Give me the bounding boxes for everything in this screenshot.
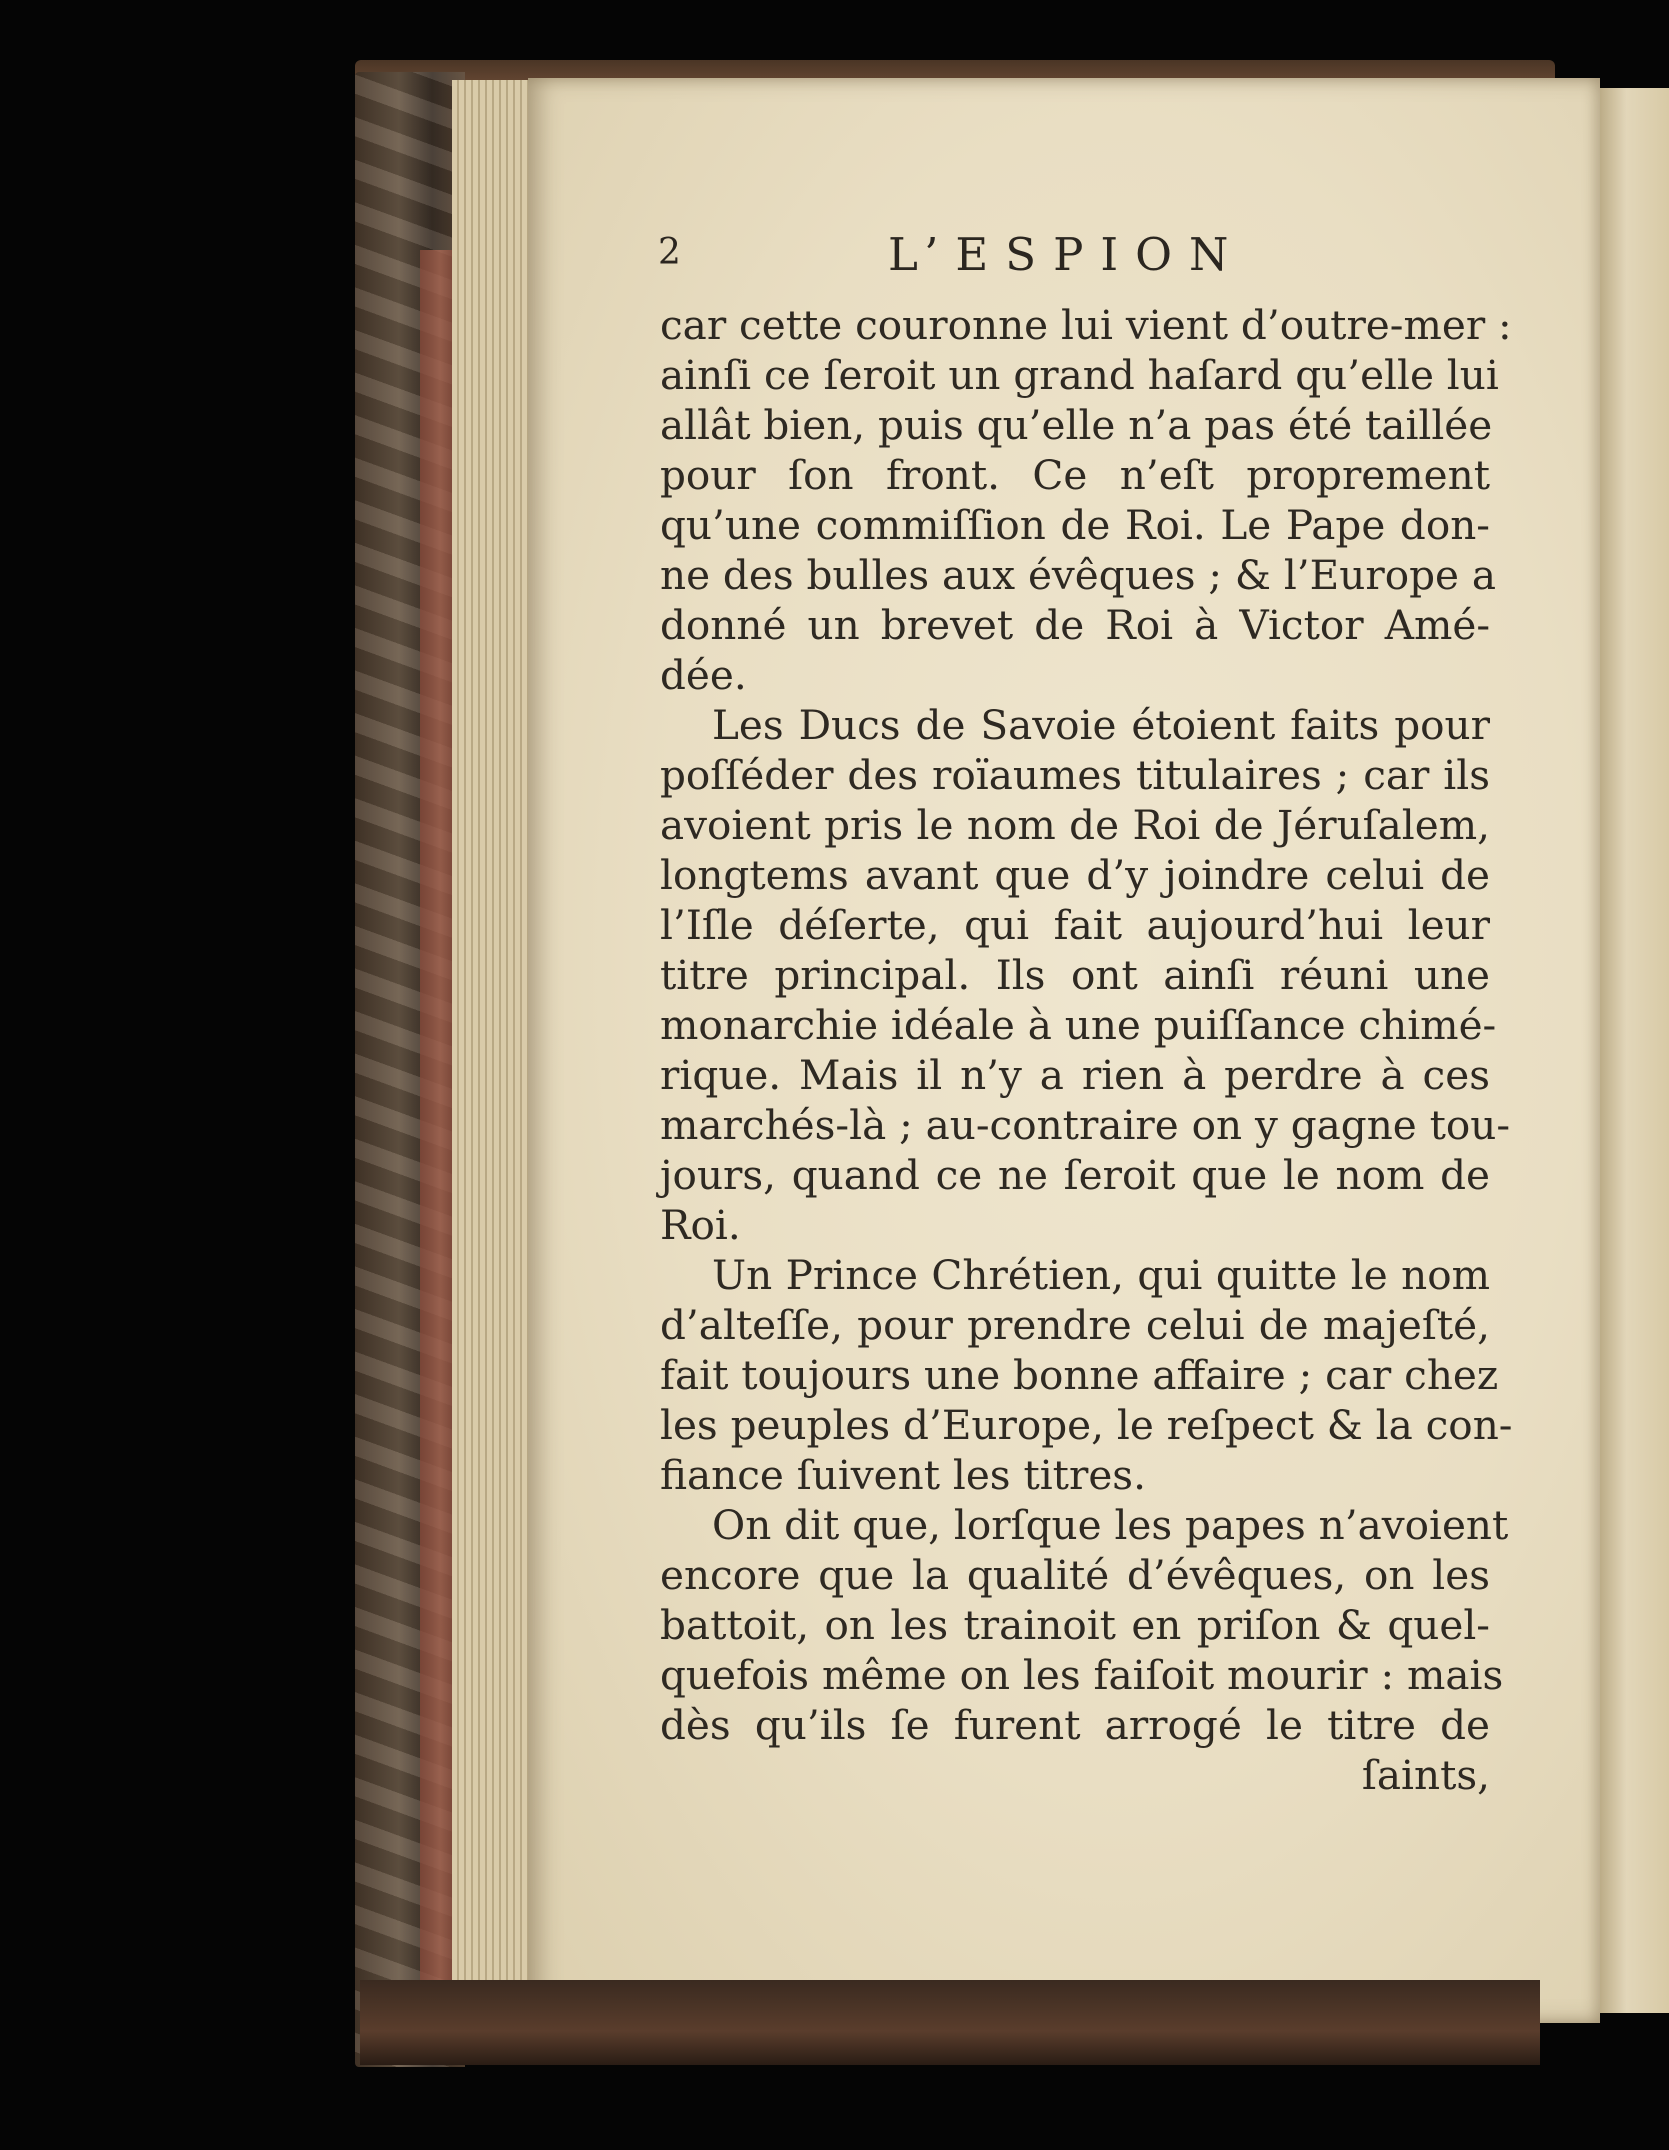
text-line: Un Prince Chrétien, qui quitte le nom [712, 1251, 1490, 1299]
text-line: l’Iſle déſerte, qui fait aujourd’hui leur [660, 901, 1490, 949]
text-line: dée. [660, 651, 747, 699]
body-text [660, 300, 1513, 1800]
text-line: ainſi ce ſeroit un grand haſard qu’elle lui [660, 351, 1499, 399]
text-line: battoit, on les trainoit en priſon & quel- [660, 1601, 1490, 1649]
text-line: donné un brevet de Roi à Victor Amé- [660, 601, 1490, 649]
text-line: quefois même on les faiſoit mourir : mais [660, 1651, 1504, 1699]
text-line: dès qu’ils ſe furent arrogé le titre de [660, 1701, 1490, 1749]
text-line: les peuples d’Europe, le reſpect & la con- [660, 1401, 1513, 1449]
text-line: fiance ſuivent les titres. [660, 1451, 1146, 1499]
text-line: car cette couronne lui vient d’outre-mer : [660, 301, 1512, 349]
text-line: poſſéder des roïaumes titulaires ; car ils [660, 751, 1490, 799]
text-line: Roi. [660, 1201, 741, 1249]
text-line: titre principal. Ils ont ainſi réuni une [660, 951, 1490, 999]
page-header [658, 228, 1498, 292]
book-cover-bottom [360, 1980, 1540, 2065]
text-line: fait toujours une bonne affaire ; car chez [660, 1351, 1499, 1399]
text-line: ſaints, [1361, 1751, 1490, 1799]
text-line: qu’une commiſſion de Roi. Le Pape don- [660, 501, 1490, 549]
text-line: ne des bulles aux évêques ; & l’Europe a [660, 551, 1496, 599]
text-line: marchés-là ; au-contraire on y gagne tou- [660, 1101, 1511, 1149]
text-line: Les Ducs de Savoie étoient faits pour [712, 701, 1490, 749]
text-line: On dit que, lorſque les papes n’avoient [712, 1501, 1509, 1549]
page-number: 2 [658, 232, 681, 273]
text-line: jours, quand ce ne ſeroit que le nom de [660, 1151, 1490, 1199]
text-line: allât bien, puis qu’elle n’a pas été taillée [660, 401, 1493, 449]
running-head: L’ESPION [888, 228, 1246, 281]
text-line: d’alteſſe, pour prendre celui de majeſté, [660, 1301, 1490, 1349]
text-line: longtems avant que d’y joindre celui de [660, 851, 1490, 899]
text-line: avoient pris le nom de Roi de Jéruſalem, [660, 801, 1490, 849]
text-line: monarchie idéale à une puiſſance chimé- [660, 1001, 1497, 1049]
facing-page-edge [1598, 88, 1669, 2013]
text-line: encore que la qualité d’évêques, on les [660, 1551, 1490, 1599]
page-edges [452, 80, 530, 2015]
text-line: pour ſon front. Ce n’eſt proprement [660, 451, 1490, 499]
text-line: rique. Mais il n’y a rien à perdre à ces [660, 1051, 1490, 1099]
